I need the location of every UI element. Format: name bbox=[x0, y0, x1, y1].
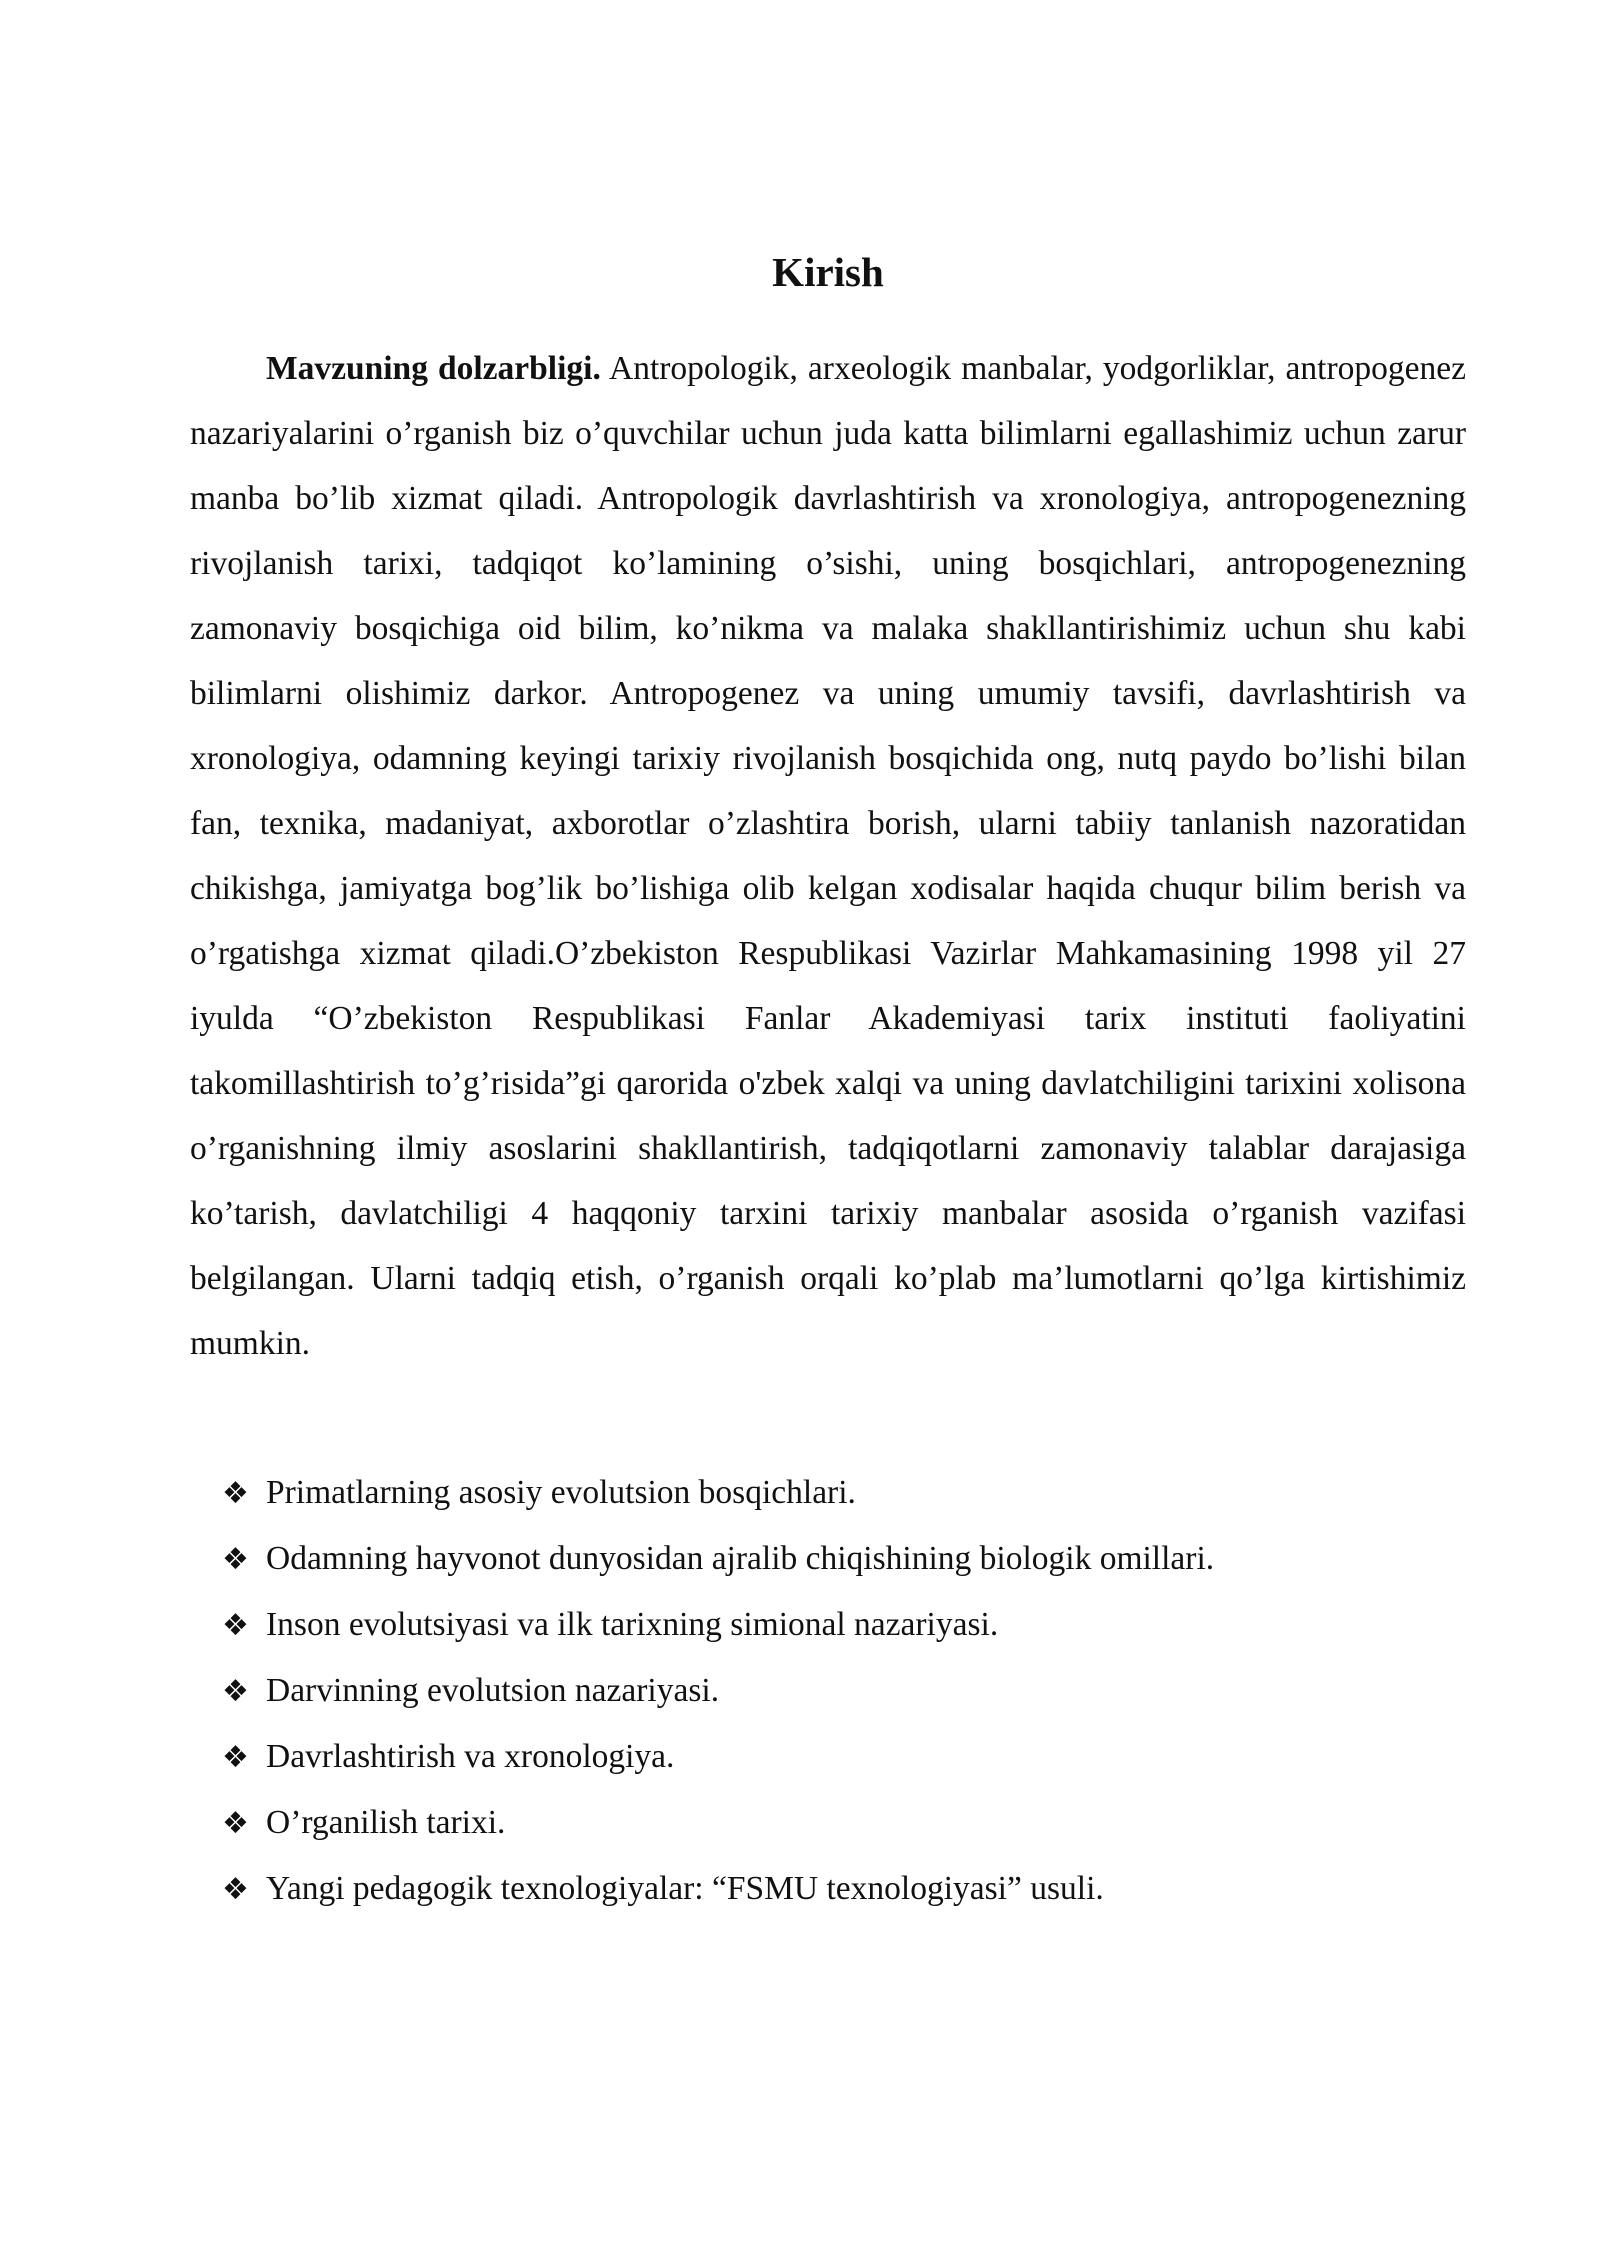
four-diamond-bullet-icon: ❖ bbox=[222, 1542, 249, 1577]
four-diamond-bullet-icon: ❖ bbox=[222, 1674, 249, 1709]
intro-paragraph bbox=[190, 336, 1466, 1376]
list-item-text: Inson evolutsiyasi va ilk tarixning simional nazariyasi. bbox=[266, 1606, 999, 1643]
four-diamond-bullet-icon: ❖ bbox=[222, 1806, 249, 1841]
list-item-text: Darvinning evolutsion nazariyasi. bbox=[266, 1672, 720, 1709]
list-item bbox=[222, 1724, 1466, 1790]
list-item bbox=[222, 1790, 1466, 1856]
list-item-text: Odamning hayvonot dunyosidan ajralib chiqishining biologik omillari. bbox=[266, 1540, 1215, 1577]
four-diamond-bullet-icon: ❖ bbox=[222, 1608, 249, 1643]
list-item bbox=[222, 1856, 1466, 1922]
list-item-text: Primatlarning asosiy evolutsion bosqichlari. bbox=[266, 1474, 856, 1511]
four-diamond-bullet-icon: ❖ bbox=[222, 1740, 249, 1775]
list-item bbox=[222, 1592, 1466, 1658]
list-item bbox=[222, 1460, 1466, 1526]
intro-lead: Mavzuning dolzarbligi. bbox=[266, 350, 601, 387]
topic-list bbox=[222, 1460, 1466, 1922]
page-title: Kirish bbox=[772, 249, 884, 295]
list-item-text: Davrlashtirish va xronologiya. bbox=[266, 1738, 675, 1775]
list-item bbox=[222, 1526, 1466, 1592]
list-item bbox=[222, 1658, 1466, 1724]
list-item-text: Yangi pedagogik texnologiyalar: “FSMU texnologiyasi” usuli. bbox=[266, 1870, 1104, 1907]
intro-text: Antropologik, arxeologik manbalar, yodgorliklar, antropogenez nazariyalarini o’rganish biz o’quvchilar uchun juda katta bilimlarni egallashimiz uchun zarur manba bo’lib xizmat qiladi. Antropologik davrlashtirish va xronologiya, antropogenezning rivojlanish tarixi, tadqiqot ko’lamining o’sishi, uning bosqichlari, antropogenezning zamonaviy bosqichiga oid bilim, ko’nikma va malaka shakllantirishimiz uchun shu kabi bilimlarni olishimiz darkor. Antropogenez va uning umumiy tavsifi, davrlashtirish va xronologiya, odamning keyingi tarixiy rivojlanish bosqichida ong, nutq paydo bo’lishi bilan fan, texnika, madaniyat, axborotlar o’zlashtira borish, ularni tabiiy tanlanish nazoratidan chikishga, jamiyatga bog’lik bo’lishiga olib kelgan xodisalar haqida chuqur bilim berish va o’rgatishga xizmat qiladi.O’zbekiston Respublikasi Vazirlar Mahkamasining 1998 yil 27 iyulda “O’zbekiston Respublikasi Fanlar Akademiyasi tarix instituti faoliyatini takomillashtirish to’g’risida”gi qarorida o'zbek xalqi va uning davlatchiligini tarixini xolisona o’rganishning ilmiy asoslarini shakllantirish, tadqiqotlarni zamonaviy talablar darajasiga ko’tarish, davlatchiligi 4 haqqoniy tarxini tarixiy manbalar asosida o’rganish vazifasi belgilangan. Ularni tadqiq etish, o’rganish orqali ko’plab ma’lumotlarni qo’lga kirtishimiz mumkin. bbox=[190, 350, 1466, 1362]
list-item-text: O’rganilish tarixi. bbox=[266, 1804, 506, 1841]
four-diamond-bullet-icon: ❖ bbox=[222, 1872, 249, 1907]
four-diamond-bullet-icon: ❖ bbox=[222, 1476, 249, 1511]
